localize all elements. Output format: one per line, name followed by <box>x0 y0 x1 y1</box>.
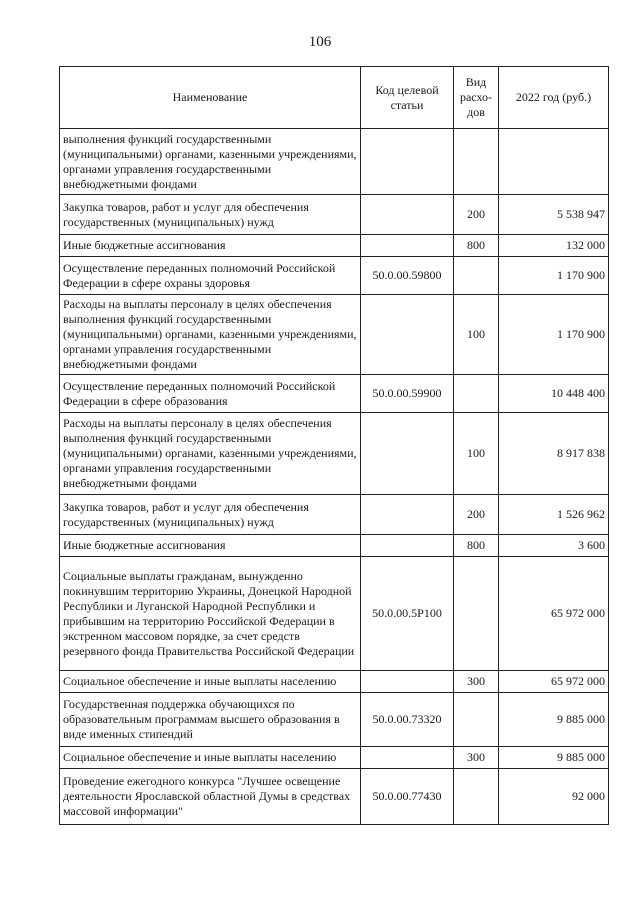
row-name: Проведение ежегодного конкурса "Лучшее освещение деятельности Ярославской областной Думы в средствах массовой информации" <box>60 769 361 825</box>
budget-table <box>59 66 609 825</box>
table-row <box>60 693 609 747</box>
header-vid: Вид расхо-дов <box>454 67 499 129</box>
row-name: Расходы на выплаты персоналу в целях обеспечения выполнения функций государственными (муниципальными) органами, казенными учреждениями, органами управления государственными внебюджетными фондами <box>60 295 361 375</box>
row-amount: 65 972 000 <box>499 671 609 693</box>
row-amount: 8 917 838 <box>499 413 609 495</box>
row-amount: 1 170 900 <box>499 257 609 295</box>
row-vid: 200 <box>454 195 499 235</box>
row-name: Осуществление переданных полномочий Российской Федерации в сфере образования <box>60 375 361 413</box>
table-header-row <box>60 67 609 129</box>
row-vid <box>454 693 499 747</box>
row-code <box>361 747 454 769</box>
row-vid: 300 <box>454 671 499 693</box>
row-vid <box>454 257 499 295</box>
row-vid: 200 <box>454 495 499 535</box>
table-row <box>60 375 609 413</box>
row-code: 50.0.00.77430 <box>361 769 454 825</box>
table-row <box>60 295 609 375</box>
header-amount: 2022 год (руб.) <box>499 67 609 129</box>
table-row <box>60 235 609 257</box>
row-amount: 1 170 900 <box>499 295 609 375</box>
table-row <box>60 769 609 825</box>
table-row <box>60 495 609 535</box>
header-name: Наименование <box>60 67 361 129</box>
page-number: 106 <box>308 34 332 50</box>
table-row <box>60 257 609 295</box>
row-amount: 10 448 400 <box>499 375 609 413</box>
row-code <box>361 235 454 257</box>
row-name: Иные бюджетные ассигнования <box>60 535 361 557</box>
row-name: Социальные выплаты гражданам, вынужденно покинувшим территорию Украины, Донецкой Народной Республики и Луганской Народной Республики и прибывшим на территорию Российской Федерации в экстренном массовом порядке, за счет средств резервного фонда Правительства Российской Федерации <box>60 557 361 671</box>
table-row <box>60 671 609 693</box>
table-row <box>60 413 609 495</box>
row-amount: 65 972 000 <box>499 557 609 671</box>
row-amount: 9 885 000 <box>499 747 609 769</box>
row-code <box>361 495 454 535</box>
table-row <box>60 557 609 671</box>
row-vid <box>454 769 499 825</box>
row-code <box>361 671 454 693</box>
row-vid: 100 <box>454 295 499 375</box>
row-name: Государственная поддержка обучающихся по образовательным программам высшего образования в виде именных стипендий <box>60 693 361 747</box>
row-vid: 800 <box>454 235 499 257</box>
table-row <box>60 747 609 769</box>
row-name: Осуществление переданных полномочий Российской Федерации в сфере охраны здоровья <box>60 257 361 295</box>
row-vid <box>454 557 499 671</box>
row-code <box>361 535 454 557</box>
row-code <box>361 295 454 375</box>
row-name: Закупка товаров, работ и услуг для обеспечения государственных (муниципальных) нужд <box>60 195 361 235</box>
row-code <box>361 129 454 195</box>
row-amount: 92 000 <box>499 769 609 825</box>
row-name: Расходы на выплаты персоналу в целях обеспечения выполнения функций государственными (муниципальными) органами, казенными учреждениями, органами управления государственными внебюджетными фондами <box>60 413 361 495</box>
row-amount: 5 538 947 <box>499 195 609 235</box>
table-row <box>60 535 609 557</box>
row-code: 50.0.00.59800 <box>361 257 454 295</box>
row-amount: 9 885 000 <box>499 693 609 747</box>
row-name: Иные бюджетные ассигнования <box>60 235 361 257</box>
row-code: 50.0.00.5Р100 <box>361 557 454 671</box>
row-amount: 1 526 962 <box>499 495 609 535</box>
row-name: Закупка товаров, работ и услуг для обеспечения государственных (муниципальных) нужд <box>60 495 361 535</box>
table-row <box>60 129 609 195</box>
row-vid <box>454 375 499 413</box>
row-amount: 3 600 <box>499 535 609 557</box>
row-vid: 800 <box>454 535 499 557</box>
row-vid: 100 <box>454 413 499 495</box>
table-row <box>60 195 609 235</box>
row-code <box>361 413 454 495</box>
row-vid <box>454 129 499 195</box>
row-code: 50.0.00.59900 <box>361 375 454 413</box>
row-name: выполнения функций государственными (муниципальными) органами, казенными учреждениями, органами управления государственными внебюджетными фондами <box>60 129 361 195</box>
row-name: Социальное обеспечение и иные выплаты населению <box>60 671 361 693</box>
row-vid: 300 <box>454 747 499 769</box>
row-amount <box>499 129 609 195</box>
row-code: 50.0.00.73320 <box>361 693 454 747</box>
row-name: Социальное обеспечение и иные выплаты населению <box>60 747 361 769</box>
row-amount: 132 000 <box>499 235 609 257</box>
header-code: Код целевой статьи <box>361 67 454 129</box>
row-code <box>361 195 454 235</box>
